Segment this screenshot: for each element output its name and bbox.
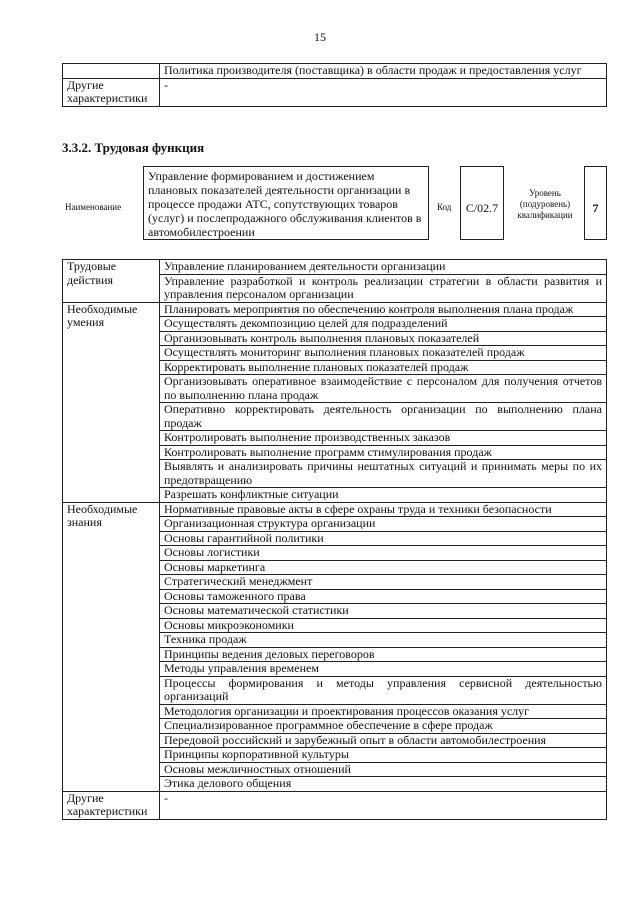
group-item: Оперативно корректировать деятельность организации по выполнению плана продаж [160, 403, 607, 431]
naming-label: Наименование [65, 202, 122, 212]
group-item: Контролировать выполнение программ стимулирования продаж [160, 445, 607, 460]
group-item: Нормативные правовые акты в сфере охраны труда и техники безопасности [160, 502, 607, 517]
group-item: Основы таможенного права [160, 589, 607, 604]
group-item: Организовывать контроль выполнения плановых показателей [160, 331, 607, 346]
group-item: Специализированное программное обеспечение в сфере продаж [160, 719, 607, 734]
group-item: Этика делового общения [160, 777, 607, 792]
table-row [63, 791, 607, 819]
function-details-table [62, 259, 607, 820]
group-item: - [160, 791, 607, 819]
table-row [63, 64, 607, 79]
group-item: Организовывать оперативное взаимодействие с персоналом для получения отчетов по выполнению плана продаж [160, 375, 607, 403]
row-value: Политика производителя (поставщика) в области продаж и предоставления услуг [160, 64, 607, 79]
group-item: Стратегический менеджмент [160, 575, 607, 590]
row-label: Другие характеристики [63, 78, 160, 106]
page-number: 15 [314, 30, 326, 44]
function-details-body [63, 260, 607, 820]
level-value: 7 [584, 166, 607, 240]
group-item: Выявлять и анализировать причины нештатных ситуаций и принимать меры по их предотвращению [160, 460, 607, 488]
table-row [63, 502, 607, 517]
group-item: Разрешать конфликтные ситуации [160, 488, 607, 503]
group-item: Основы гарантийной политики [160, 531, 607, 546]
group-label-required-skills: Необходимые умения [63, 302, 160, 502]
naming-value: Управление формированием и достижением плановых показателей деятельности организации в процессе продажи АТС, сопутствующих товаров (услуг) и послепродажного обслуживания клиентов в автомобилестроении [143, 166, 429, 240]
group-item: Передовой российский и зарубежный опыт в области автомобилестроения [160, 733, 607, 748]
table-row [63, 302, 607, 317]
group-item: Принципы ведения деловых переговоров [160, 647, 607, 662]
group-item: Основы математической статистики [160, 604, 607, 619]
group-item: Принципы корпоративной культуры [160, 748, 607, 763]
group-item: Контролировать выполнение производственных заказов [160, 431, 607, 446]
function-header [62, 166, 607, 246]
group-item: Методология организации и проектирования процессов оказания услуг [160, 704, 607, 719]
code-value: С/02.7 [460, 166, 504, 240]
code-label: Код [437, 202, 452, 212]
group-item: Техника продаж [160, 633, 607, 648]
group-item: Основы маркетинга [160, 560, 607, 575]
group-label-other-characteristics: Другие характеристики [63, 791, 160, 819]
group-label-required-knowledge: Необходимые знания [63, 502, 160, 791]
group-item: Основы логистики [160, 546, 607, 561]
group-item: Основы микроэкономики [160, 618, 607, 633]
group-item: Осуществлять декомпозицию целей для подразделений [160, 317, 607, 332]
row-label [63, 64, 160, 79]
group-label-labor-actions: Трудовые действия [63, 260, 160, 303]
group-item: Осуществлять мониторинг выполнения плановых показателей продаж [160, 346, 607, 361]
group-item: Процессы формирования и методы управления сервисной деятельностью организаций [160, 676, 607, 704]
group-item: Корректировать выполнение плановых показателей продаж [160, 360, 607, 375]
group-item: Основы межличностных отношений [160, 762, 607, 777]
table-row [63, 260, 607, 275]
group-item: Управление разработкой и контроль реализации стратегии в области развития и управления персоналом организации [160, 274, 607, 302]
row-value: - [160, 78, 607, 106]
group-item: Управление планированием деятельности организации [160, 260, 607, 275]
group-item: Организационная структура организации [160, 517, 607, 532]
previous-function-table-tail [62, 63, 607, 107]
group-item: Планировать мероприятия по обеспечению контроля выполнения плана продаж [160, 302, 607, 317]
section-title: 3.3.2. Трудовая функция [62, 140, 205, 155]
table-row [63, 78, 607, 106]
group-item: Методы управления временем [160, 662, 607, 677]
level-label: Уровень (подуровень) квалификации [517, 188, 573, 220]
